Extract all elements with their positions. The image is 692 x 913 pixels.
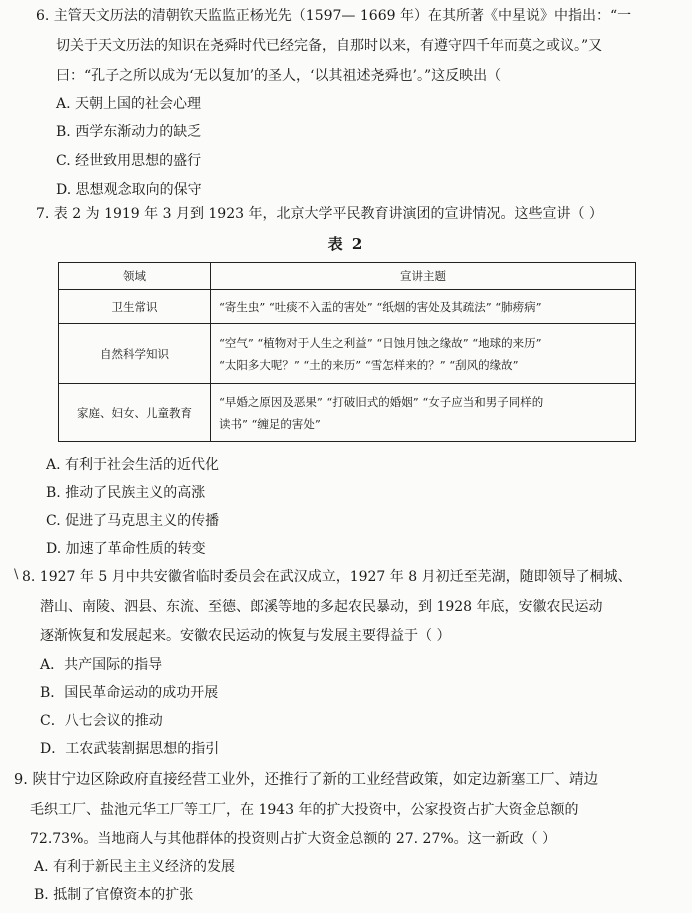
- row-domain: 自然科学知识: [59, 324, 211, 384]
- q8-stem-line-2: 潜山、南陵、泗县、东流、至德、郎溪等地的多起农民暴动，到 1928 年底，安徽农民运动: [40, 599, 603, 615]
- q7-option-c[interactable]: C. 促进了马克思主义的传播: [46, 513, 220, 529]
- q9-stem-line-1: 9. 陕甘宁边区除政府直接经营工业外，还推行了新的工业经营政策，如定边新塞工厂、靖边: [14, 772, 598, 788]
- q7-option-d[interactable]: D. 加速了革命性质的转变: [46, 541, 206, 557]
- q8-option-b[interactable]: B．国民革命运动的成功开展: [40, 685, 219, 701]
- topic-line: “空气” “植物对于人生之利益” “日蚀月蚀之缘故” “地球的来历”: [219, 335, 542, 350]
- table-header-row: [59, 263, 636, 290]
- topic-line: “太阳多大呢？” “土的来历” “雪怎样来的？” “刮风的缘故”: [219, 357, 519, 372]
- q8-option-a[interactable]: A．共产国际的指导: [40, 657, 163, 673]
- row-domain: 卫生常识: [59, 290, 211, 324]
- table-row: [59, 324, 636, 384]
- q8-stem-line-3: 逐渐恢复和发展起来。安徽农民运动的恢复与发展主要得益于（ ）: [40, 628, 451, 644]
- q8-option-d[interactable]: D．工农武装割据思想的指引: [40, 741, 220, 757]
- q6-stem-line-1: 6. 主管天文历法的清朝钦天监监正杨光先（1597— 1669 年）在其所著《中星说》中指出：“一: [36, 8, 632, 24]
- q6-option-b[interactable]: B. 西学东渐动力的缺乏: [56, 124, 202, 140]
- q6-stem-line-2: 切关于天文历法的知识在尧舜时代已经完备，自那时以来，有遵守四千年而莫之或议。”又: [56, 38, 603, 54]
- q9-stem-line-2: 毛织工厂、盐池元华工厂等工厂，在 1943 年的扩大投资中，公家投资占扩大资金总额的: [30, 802, 579, 818]
- topic-line: “寄生虫” “吐痰不入盂的害处” “纸烟的害处及其疏法” “肺痨病”: [219, 299, 542, 314]
- q7-stem-line-1: 7. 表 2 为 1919 年 3 月到 1923 年，北京大学平民教育讲演团的宣讲情况。这些宣讲（ ）: [36, 206, 603, 222]
- header-domain: 领域: [59, 263, 211, 290]
- topic-line: “早婚之原因及恶果” “打破旧式的婚姻” “女子应当和男子同样的: [219, 394, 544, 409]
- q8-option-c[interactable]: C．八七会议的推动: [40, 713, 163, 729]
- topic-line: 读书” “缠足的害处”: [219, 416, 321, 431]
- table-2: [58, 262, 636, 442]
- q9-stem-line-3: 72.73%。当地商人与其他群体的投资则占扩大资金总额的 27. 27%。这一新政（ ）: [30, 831, 557, 847]
- q6-stem-line-3: 曰：“孔子之所以成为‘无以复加’的圣人，‘以其祖述尧舜也’。”这反映出（: [56, 68, 502, 84]
- q7-option-b[interactable]: B. 推动了民族主义的高涨: [46, 485, 206, 501]
- row-topics: [211, 290, 636, 324]
- header-topics: 宣讲主题: [211, 263, 636, 290]
- row-domain: 家庭、妇女、儿童教育: [59, 384, 211, 442]
- table-title: 表 2: [327, 235, 365, 253]
- q8-stem-line-1: 8. 1927 年 5 月中共安徽省临时委员会在武汉成立，1927 年 8 月初迁至芜湖，随即领导了桐城、: [22, 569, 632, 585]
- table-row: [59, 384, 636, 442]
- q6-option-d[interactable]: D. 思想观念取向的保守: [56, 182, 202, 198]
- q9-option-a[interactable]: A. 有利于新民主主义经济的发展: [34, 859, 236, 875]
- row-topics: [211, 324, 636, 384]
- q9-option-b[interactable]: B. 抵制了官僚资本的扩张: [34, 887, 194, 903]
- handwritten-mark-icon: \: [14, 567, 19, 582]
- q6-option-a[interactable]: A. 天朝上国的社会心理: [56, 96, 202, 112]
- q7-option-a[interactable]: A. 有利于社会生活的近代化: [46, 457, 220, 473]
- q6-option-c[interactable]: C. 经世致用思想的盛行: [56, 153, 202, 169]
- row-topics: [211, 384, 636, 442]
- table-row: [59, 290, 636, 324]
